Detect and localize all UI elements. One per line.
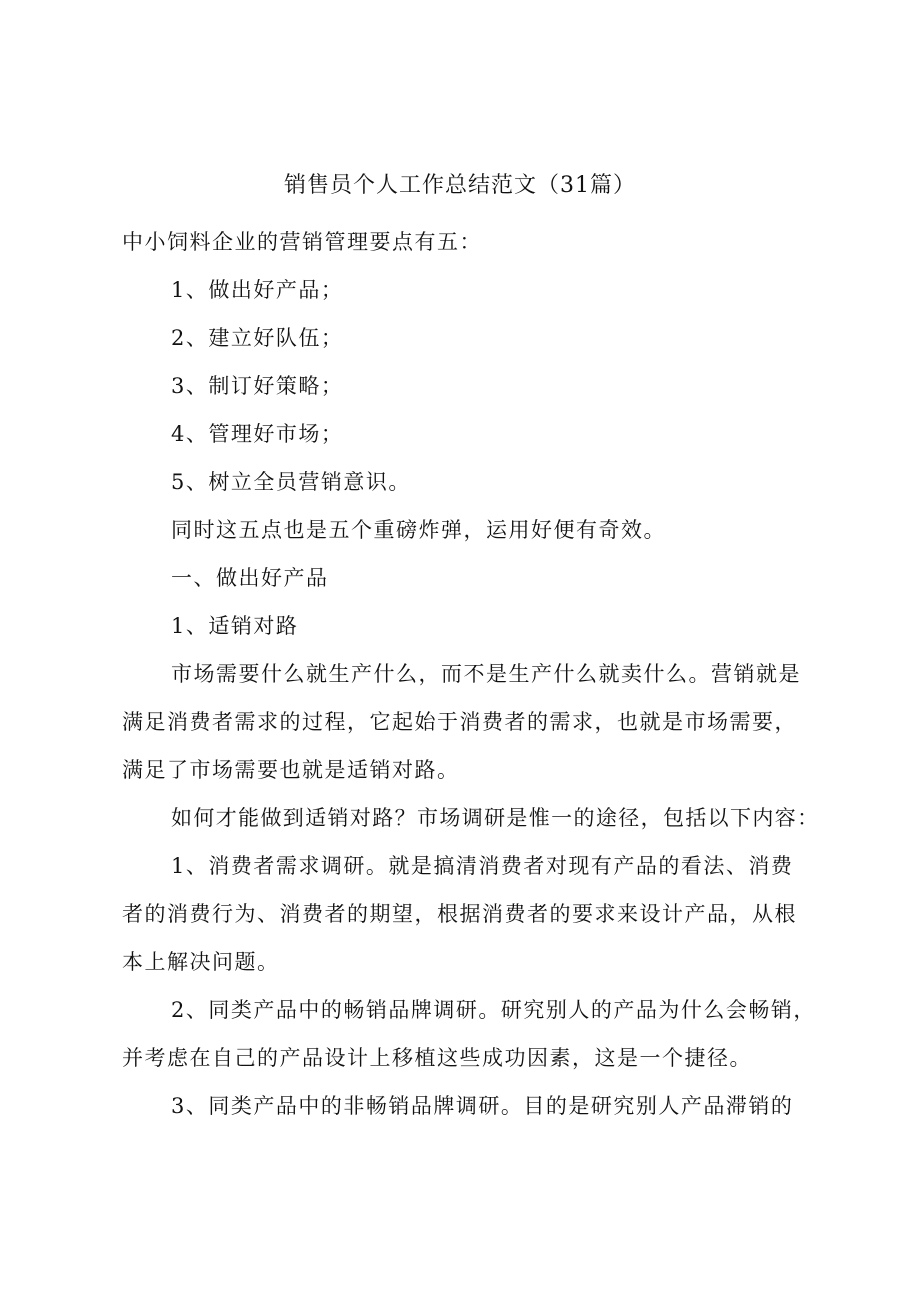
section-heading: 一、做出好产品 bbox=[171, 566, 329, 590]
paragraph-line: 满足消费者需求的过程，它起始于消费者的需求，也就是市场需要， bbox=[122, 710, 797, 734]
paragraph-line: 1、做出好产品； bbox=[171, 278, 344, 302]
paragraph-line: 3、同类产品中的非畅销品牌调研。目的是研究别人产品滞销的 bbox=[171, 1094, 794, 1118]
paragraph-line: 2、同类产品中的畅销品牌调研。研究别人的产品为什么会畅销， bbox=[171, 998, 816, 1022]
document-title: 销售员个人工作总结范文（31篇） bbox=[284, 173, 636, 198]
paragraph-line: 中小饲料企业的营销管理要点有五： bbox=[122, 230, 482, 254]
paragraph-line: 如何才能做到适销对路？市场调研是惟一的途径，包括以下内容： bbox=[171, 806, 820, 830]
paragraph-line: 3、制订好策略； bbox=[171, 374, 344, 398]
paragraph-line: 4、管理好市场； bbox=[171, 422, 344, 446]
paragraph-line: 者的消费行为、消费者的期望，根据消费者的要求来设计产品，从根 bbox=[122, 902, 797, 926]
paragraph-line: 同时这五点也是五个重磅炸弹，运用好便有奇效。 bbox=[171, 518, 666, 542]
paragraph-line: 5、树立全员营销意识。 bbox=[171, 470, 411, 494]
paragraph-line: 2、建立好队伍； bbox=[171, 326, 344, 350]
paragraph-line: 市场需要什么就生产什么，而不是生产什么就卖什么。营销就是 bbox=[171, 662, 801, 686]
paragraph-line: 1、消费者需求调研。就是搞清消费者对现有产品的看法、消费 bbox=[171, 854, 794, 878]
paragraph-line: 满足了市场需要也就是适销对路。 bbox=[122, 758, 460, 782]
subsection-heading: 1、适销对路 bbox=[171, 614, 299, 638]
paragraph-line: 本上解决问题。 bbox=[122, 950, 280, 974]
paragraph-line: 并考虑在自己的产品设计上移植这些成功因素，这是一个捷径。 bbox=[122, 1046, 752, 1070]
